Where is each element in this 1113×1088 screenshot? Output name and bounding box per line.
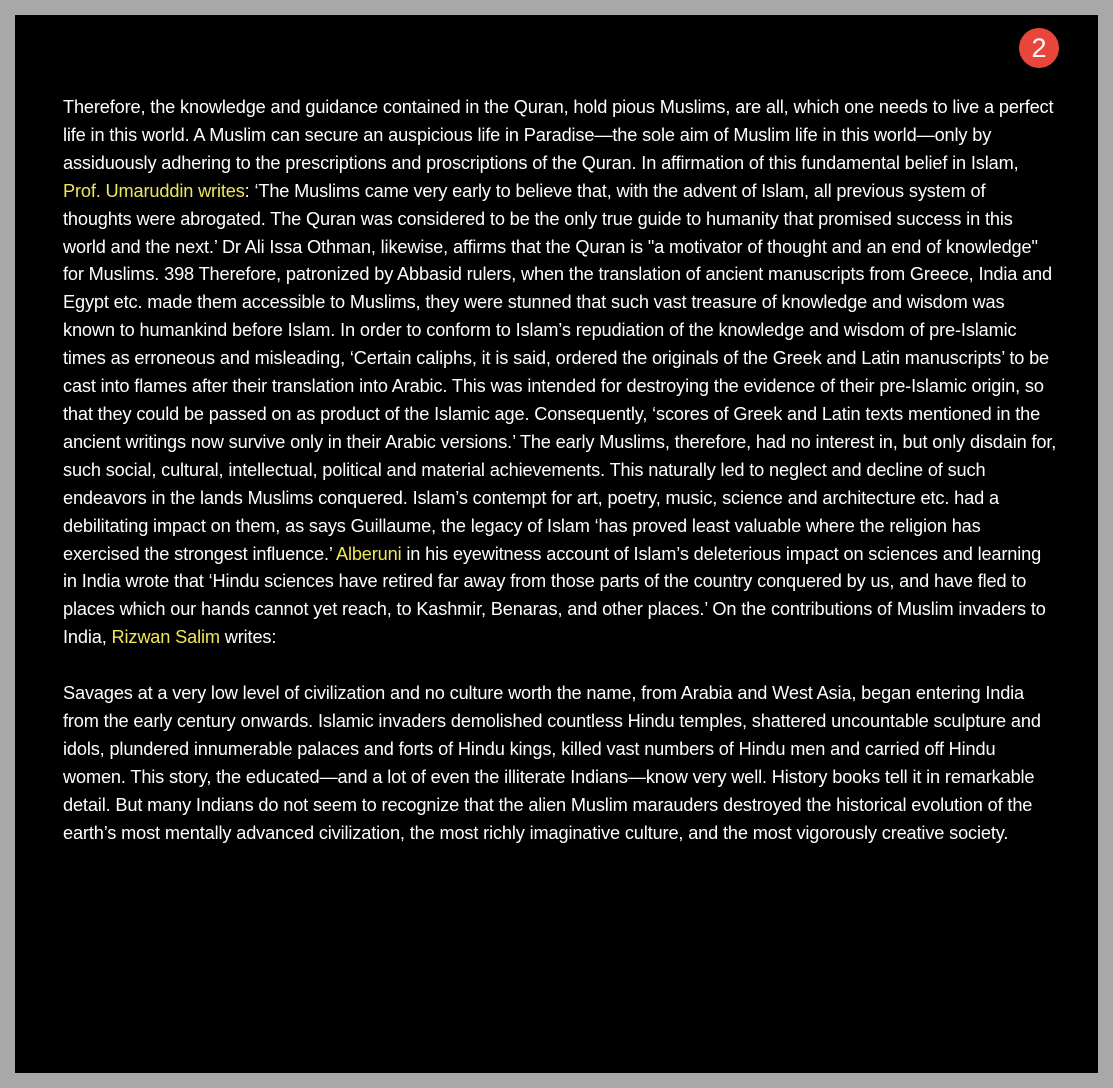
page-number-badge[interactable]: 2: [1019, 28, 1059, 68]
page-frame: [15, 15, 1098, 1073]
document-body: [63, 94, 1058, 847]
paragraph-1-text-3: in his eyewitness account of Islam’s deleterious impact on sciences and learning in India wrote that ‘Hindu sciences have retired far away from those parts of the country conquered by us, and have fled to places which our hands cannot yet reach, to Kashmir, Benaras, and other places.’ On the contributions of Muslim invaders to India,: [63, 543, 1046, 648]
paragraph-1-text-4: writes:: [219, 627, 277, 648]
highlight-rizwan-salim[interactable]: Rizwan Salim: [111, 627, 220, 648]
paragraph-1-text-2: : ‘The Muslims came very early to believe that, with the advent of Islam, all previous system of thoughts were abrogated. The Quran was considered to be the only true guide to humanity that promised success in this world and the next.’ Dr Ali Issa Othman, likewise, affirms that the Quran is "a motivator of thought and an end of knowledge" for Muslims. 398 Therefore, patronized by Abbasid rulers, when the translation of ancient manuscripts from Greece, India and Egypt etc. made them accessible to Muslims, they were stunned that such vast treasure of knowledge and wisdom was known to humankind before Islam. In order to conform to Islam’s repudiation of the knowledge and wisdom of pre-Islamic times as erroneous and misleading, ‘Certain caliphs, it is said, ordered the originals of the Greek and Latin manuscripts’ to be cast into flames after their translation into Arabic. This was intended for destroying the evidence of their pre-Islamic origin, so that they could be passed on as product of the Islamic age. Consequently, ‘scores of Greek and Latin texts mentioned in the ancient writings now survive only in their Arabic versions.’ The early Muslims, therefore, had no interest in, but only disdain for, such social, cultural, intellectual, political and material achievements. This naturally led to neglect and decline of such endeavors in the lands Muslims conquered. Islam’s contempt for art, poetry, music, science and architecture etc. had a debilitating impact on them, as says Guillaume, the legacy of Islam ‘has proved least valuable where the religion has exercised the strongest influence.’: [63, 180, 1057, 564]
paragraph-2-quote: Savages at a very low level of civilization and no culture worth the name, from Arabia and West Asia, began entering India from the early century onwards. Islamic invaders demolished countless Hindu temples, shattered uncountable sculpture and idols, plundered innumerable palaces and forts of Hindu kings, killed vast numbers of Hindu men and carried off Hindu women. This story, the educated—and a lot of even the illiterate Indians—know very well. History books tell it in remarkable detail. But many Indians do not seem to recognize that the alien Muslim marauders destroyed the historical evolution of the earth’s most mentally advanced civilization, the most richly imaginative culture, and the most vigorously creative society.: [63, 683, 1041, 843]
highlight-umaruddin[interactable]: Prof. Umaruddin writes: [63, 180, 245, 201]
paragraph-1-text-1: Therefore, the knowledge and guidance contained in the Quran, hold pious Muslims, are all, which one needs to live a perfect life in this world. A Muslim can secure an auspicious life in Paradise—the sole aim of Muslim life in this world—only by assiduously adhering to the prescriptions and proscriptions of the Quran. In affirmation of this fundamental belief in Islam,: [63, 97, 1054, 173]
highlight-alberuni[interactable]: Alberuni: [335, 543, 402, 564]
paragraph-1: [63, 94, 1058, 652]
